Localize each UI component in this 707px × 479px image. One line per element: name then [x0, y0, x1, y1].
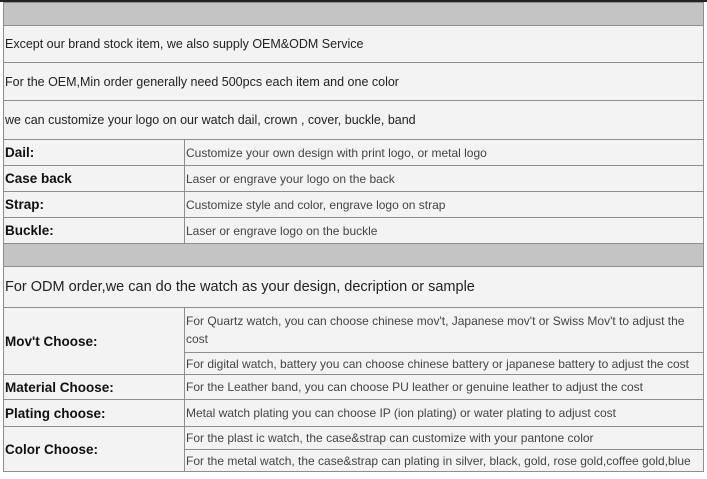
row-desc: Laser or engrave logo on the buckle	[185, 218, 704, 244]
intro-row	[4, 26, 704, 63]
gray-separator-row	[4, 244, 704, 267]
row-desc: Metal watch plating you can choose IP (ion plating) or water plating to adjust cost	[185, 400, 704, 427]
intro-text: we can customize your logo on our watch dail, crown , cover, buckle, band	[4, 101, 704, 140]
table-row	[4, 427, 704, 450]
table-row	[4, 166, 704, 192]
intro-text: Except our brand stock item, we also supply OEM&ODM Service	[4, 26, 704, 63]
intro-row	[4, 63, 704, 101]
intro-text: For the OEM,Min order generally need 500pcs each item and one color	[4, 63, 704, 101]
row-desc: Customize your own design with print logo, or metal logo	[185, 140, 704, 166]
intro-row	[4, 101, 704, 140]
odm-heading-row	[4, 267, 704, 308]
service-table	[3, 2, 704, 472]
row-desc: Customize style and color, engrave logo on strap	[185, 192, 704, 218]
table-row	[4, 308, 704, 353]
gray-band	[4, 3, 704, 26]
gray-band	[4, 244, 704, 267]
table-row	[4, 375, 704, 400]
row-desc: For the Leather band, you can choose PU leather or genuine leather to adjust the cost	[185, 375, 704, 400]
table-row	[4, 192, 704, 218]
table-row	[4, 218, 704, 244]
row-label: Mov't Choose:	[4, 308, 185, 375]
row-desc: For the plast ic watch, the case&strap can customize with your pantone color	[185, 427, 704, 450]
table-row	[4, 140, 704, 166]
row-desc: For the metal watch, the case&strap can plating in silver, black, gold, rose gold,coffee gold,blue	[185, 450, 704, 472]
row-desc: Laser or engrave your logo on the back	[185, 166, 704, 192]
gray-header-row	[4, 3, 704, 26]
odm-heading: For ODM order,we can do the watch as your design, decription or sample	[4, 267, 704, 308]
row-label: Dail:	[4, 140, 185, 166]
row-label: Case back	[4, 166, 185, 192]
row-label: Strap:	[4, 192, 185, 218]
row-desc: For Quartz watch, you can choose chinese mov't, Japanese mov't or Swiss Mov't to adjust the cost	[185, 308, 704, 353]
row-label: Material Choose:	[4, 375, 185, 400]
row-label: Buckle:	[4, 218, 185, 244]
row-desc: For digital watch, battery you can choose chinese battery or japanese battery to adjust the cost	[185, 353, 704, 375]
table-row	[4, 400, 704, 427]
row-label: Plating choose:	[4, 400, 185, 427]
row-label: Color Choose:	[4, 427, 185, 472]
